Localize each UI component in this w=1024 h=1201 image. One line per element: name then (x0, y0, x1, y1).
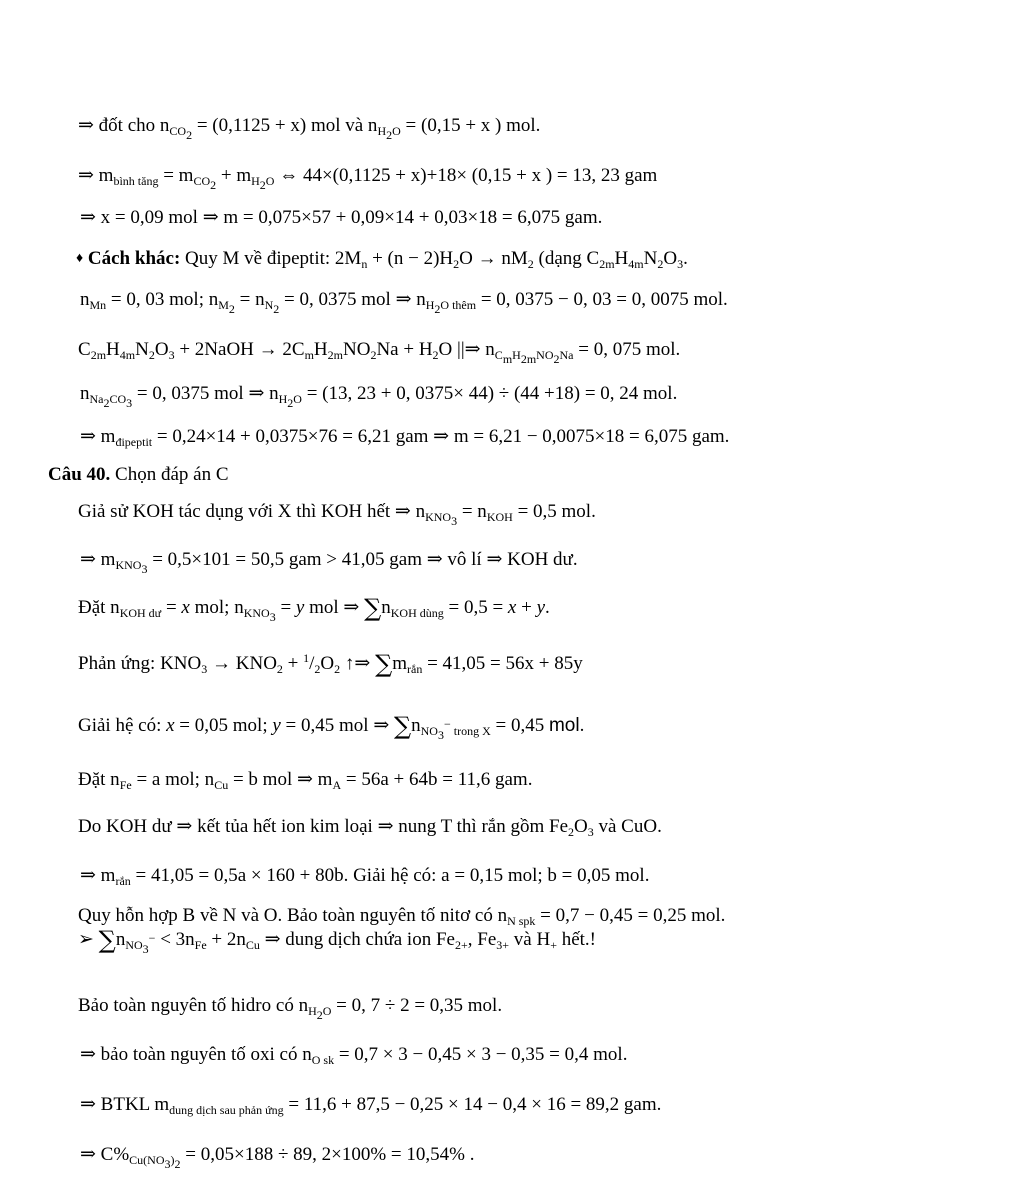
bullet-line: ➢ $\sum n_{NO_3^-} < 3n_{Fe} + 2n_{Cu}$ ⇒ dung dịch chứa ion $Fe_{2+}$, $Fe_{3+}$ và $H_+$ hết.! (78, 926, 597, 956)
text-line: $n_{Mn} = 0$, 03 mol; $n_{M_2} = n_{N_2} = 0$, 0375 mol ⇒ $n_{H_2O thêm} = 0$, 0375 − 0, 03 = 0, 0075 mol. (80, 289, 728, 316)
text-line: ⇒ đốt cho $n_{CO_2} = (0,1125 + x)$ mol và $n_{H_2O} = (0,15 + x$ ) mol. (78, 115, 541, 142)
text-line: Quy hỗn hợp B về N và O. Bảo toàn nguyên tố nitơ có $n_{N spk} = 0,7 - 0,45 = 0,25$ mol. (78, 905, 726, 928)
text-line: ⇒ $m_{bình tăng} = m_{CO_2} + m_{H_2O}$ ⇔ 44×(0,1125 + x)+18× (0,15 + x ) = 13, 23 gam (78, 165, 658, 192)
text-line: Giải hệ có: x = 0,05 mol; y = 0,45 mol ⇒ $\sum n_{NO_3^- trong X} = 0,45$ mol. (78, 712, 585, 742)
text-line: Bảo toàn nguyên tố hidro có $n_{H_2O} = 0$, 7 ÷ 2 = 0,35 mol. (78, 995, 503, 1022)
text-line: Do KOH dư ⇒ kết tủa hết ion kim loại ⇒ nung T thì rắn gồm $Fe_2O_3$ và CuO. (78, 816, 662, 839)
reaction-equation: $C_{2m}H_{4m}N_2O_3$ + 2NaOH → $2C_mH_{2m}NO_2Na + H_2O$ ||⇒ $n_{C_mH_{2m}NO_2Na} = 0$, 075 mol. (78, 339, 681, 366)
text-line: ⇒ bảo toàn nguyên tố oxi có $n_{O sk} = 0,7 \times 3 - 0,45 \times 3 - 0,35 = 0,4$ mol. (80, 1044, 628, 1067)
text-line: Đặt $n_{KOH dư} = x$ mol; $n_{KNO_3} = y$ mol ⇒ $\sum n_{KOH dùng} = 0,5 = x + y$. (78, 594, 550, 624)
final-answer-line: ⇒ $C\%_{Cu(NO_3)_2} = 0,05\times 188 \div 89$, 2×100% = 10,54% . (80, 1144, 475, 1171)
text-line: ⇒ x = 0,09 mol ⇒ m = 0,075×57 + 0,09×14 + 0,03×18 = 6,075 gam. (80, 207, 603, 228)
reaction-equation: Phản ứng: $KNO_3 \to KNO_2 + ^1/_2O_2$ ↑⇒ $\sum m_{rắn} = 41,05 = 56x + 85y$ (78, 650, 583, 678)
text-line: ⇒ BTKL $m_{dung dịch sau phản ứng} = 11,6 + 87,5 - 0,25 \times 14 - 0,4 \times 16 = 89,2$ gam. (80, 1094, 662, 1117)
text-line: ⇒ $m_{đipeptit} = 0,24\times 14 + 0,0375\times 76 = 6,21$ gam ⇒ m = 6,21 − 0,0075×18 = 6,075 gam. (80, 426, 730, 449)
question-heading: Câu 40. Chọn đáp án C (48, 464, 229, 485)
text-line: $n_{Na_2CO_3} = 0$, 0375 mol ⇒ $n_{H_2O} = (13$, 23 + 0, 0375× 44) ÷ (44 +18) = 0, 24 mol. (80, 383, 678, 410)
alternative-method-line: ♦ Cách khác: Quy M về đipeptit: $2M_n + (n - 2)H_2O \to nM_2$ (dạng $C_{2m}H_{4m}N_2O_3$. (76, 248, 688, 271)
text-line: Đặt $n_{Fe} = a$ mol; $n_{Cu} = b$ mol ⇒ $m_A = 56a + 64b = 11,6$ gam. (78, 769, 533, 792)
text-line: ⇒ $m_{KNO_3} = 0,5\times 101 = 50,5$ gam > 41,05 gam ⇒ vô lí ⇒ KOH dư. (80, 549, 578, 576)
text-line: ⇒ $m_{rắn} = 41,05 = 0,5a \times 160 + 80b$. Giải hệ có: a = 0,15 mol; b = 0,05 mol. (80, 865, 650, 888)
text-line: Giả sử KOH tác dụng với X thì KOH hết ⇒ $n_{KNO_3} = n_{KOH} = 0,5$ mol. (78, 501, 596, 528)
